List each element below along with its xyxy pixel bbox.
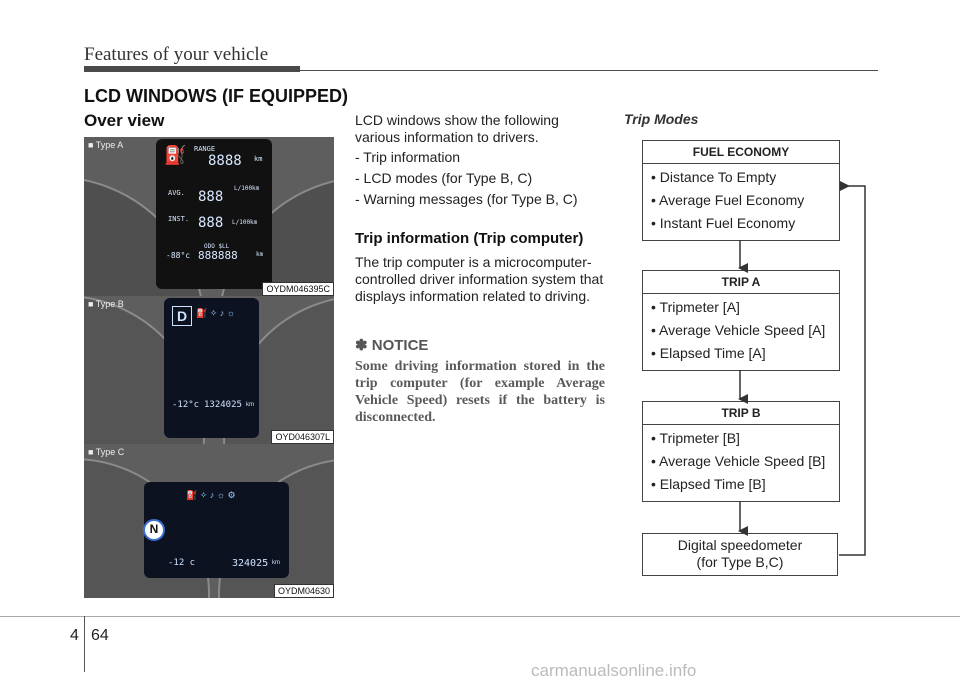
- lcd-status-icons-b: ⛽ ✧ ♪ ☼: [196, 308, 235, 318]
- page-number: 64: [91, 627, 109, 644]
- lcd-range-label: RANGE: [194, 145, 216, 153]
- image-code-c: OYDM04630: [274, 584, 334, 598]
- notice-icon: ✽: [355, 337, 368, 354]
- arrow-loop-back: [839, 186, 865, 555]
- image-label-b: ■ Type B: [88, 299, 124, 309]
- watermark: carmanualsonline.info: [531, 661, 697, 680]
- overview-item-trip: - Trip information: [355, 149, 461, 165]
- gear-indicator-b: D: [172, 306, 192, 326]
- lcd-avg-unit: L/100km: [234, 185, 260, 192]
- flow-item: • Average Fuel Economy: [651, 192, 805, 208]
- flow-item: • Elapsed Time [B]: [651, 476, 766, 492]
- image-code-a: OYDM046395C: [262, 282, 334, 296]
- flow-item: • Distance To Empty: [651, 169, 777, 185]
- lcd-inst-value: 888: [198, 215, 224, 231]
- cluster-image-type-a: [84, 137, 334, 296]
- lcd-odo-b: 1324025: [204, 400, 242, 410]
- lcd-range-value: 8888: [208, 153, 242, 169]
- overview-heading: Over view: [84, 111, 165, 130]
- cluster-c-graphic: [84, 444, 334, 598]
- cluster-image-type-c: [84, 444, 334, 598]
- image-code-b: OYD046307L: [271, 430, 334, 444]
- overview-intro: LCD windows show the following various information to drivers.: [355, 112, 559, 145]
- notice-heading: [355, 336, 428, 354]
- trip-modes-heading: Trip Modes: [624, 111, 699, 127]
- lcd-status-icons-c: ⛽ ✧ ♪ ☼ ⚙: [186, 490, 236, 500]
- overview-item-lcd-modes: - LCD modes (for Type B, C): [355, 170, 533, 186]
- chapter-number: 4: [70, 627, 79, 644]
- header-bar: [84, 66, 300, 72]
- running-header: Features of your vehicle: [84, 44, 269, 65]
- flow-final-line1: Digital speedometer: [677, 537, 803, 553]
- header-rule: [300, 70, 878, 71]
- lcd-temp: -88°c: [166, 251, 191, 260]
- trip-info-body: The trip computer is a microcomputer-controlled driver information system that displays information related to driving.: [355, 254, 604, 304]
- fuel-pump-icon: ⛽: [164, 145, 187, 166]
- cluster-image-type-b: [84, 296, 334, 444]
- footer-rule: [0, 616, 960, 617]
- gear-indicator-c: N: [149, 522, 159, 536]
- lcd-odo-unit-c: km: [272, 560, 280, 566]
- flow-item: • Elapsed Time [A]: [651, 345, 766, 361]
- lcd-odo-c: 324025: [232, 558, 269, 569]
- flow-arrows: [620, 140, 880, 580]
- lcd-temp-b: -12°c: [172, 400, 200, 410]
- lcd-avg-label: AVG.: [168, 189, 185, 197]
- lcd-inst-label: INST.: [168, 215, 190, 223]
- section-title: LCD WINDOWS (IF EQUIPPED): [84, 86, 348, 106]
- flow-item: • Average Vehicle Speed [A]: [651, 322, 826, 338]
- lcd-temp-c: -12 c: [168, 558, 196, 568]
- lcd-odo-unit-b: km: [246, 402, 254, 408]
- flow-box-title: TRIP A: [643, 271, 839, 294]
- lcd-screen-a: [164, 145, 268, 283]
- lcd-odo-unit: km: [256, 251, 264, 258]
- flow-item: • Tripmeter [B]: [651, 430, 740, 446]
- lcd-avg-value: 888: [198, 189, 224, 205]
- lcd-odo-label: ODO $LL: [204, 243, 230, 250]
- flow-box-title: TRIP B: [643, 402, 839, 425]
- flow-final-line2: (for Type B,C): [696, 554, 784, 570]
- notice-body: Some driving information stored in the trip computer (for example Average Vehicle Speed) resets if the battery is disconnected.: [355, 359, 605, 425]
- lcd-odo-value: 888888: [198, 249, 238, 262]
- flow-item: • Average Vehicle Speed [B]: [651, 453, 826, 469]
- lcd-inst-unit: L/100km: [232, 219, 258, 226]
- lcd-range-unit: km: [254, 155, 263, 163]
- overview-item-warnings: - Warning messages (for Type B, C): [355, 191, 578, 207]
- image-label-a: ■ Type A: [88, 140, 124, 150]
- trip-info-heading: Trip information (Trip computer): [355, 230, 584, 247]
- flow-box-title: FUEL ECONOMY: [643, 141, 839, 164]
- flow-item: • Instant Fuel Economy: [651, 215, 796, 231]
- notice-title: NOTICE: [371, 337, 429, 354]
- footer-divider: [84, 616, 85, 672]
- image-label-c: ■ Type C: [88, 447, 125, 457]
- flow-item: • Tripmeter [A]: [651, 299, 740, 315]
